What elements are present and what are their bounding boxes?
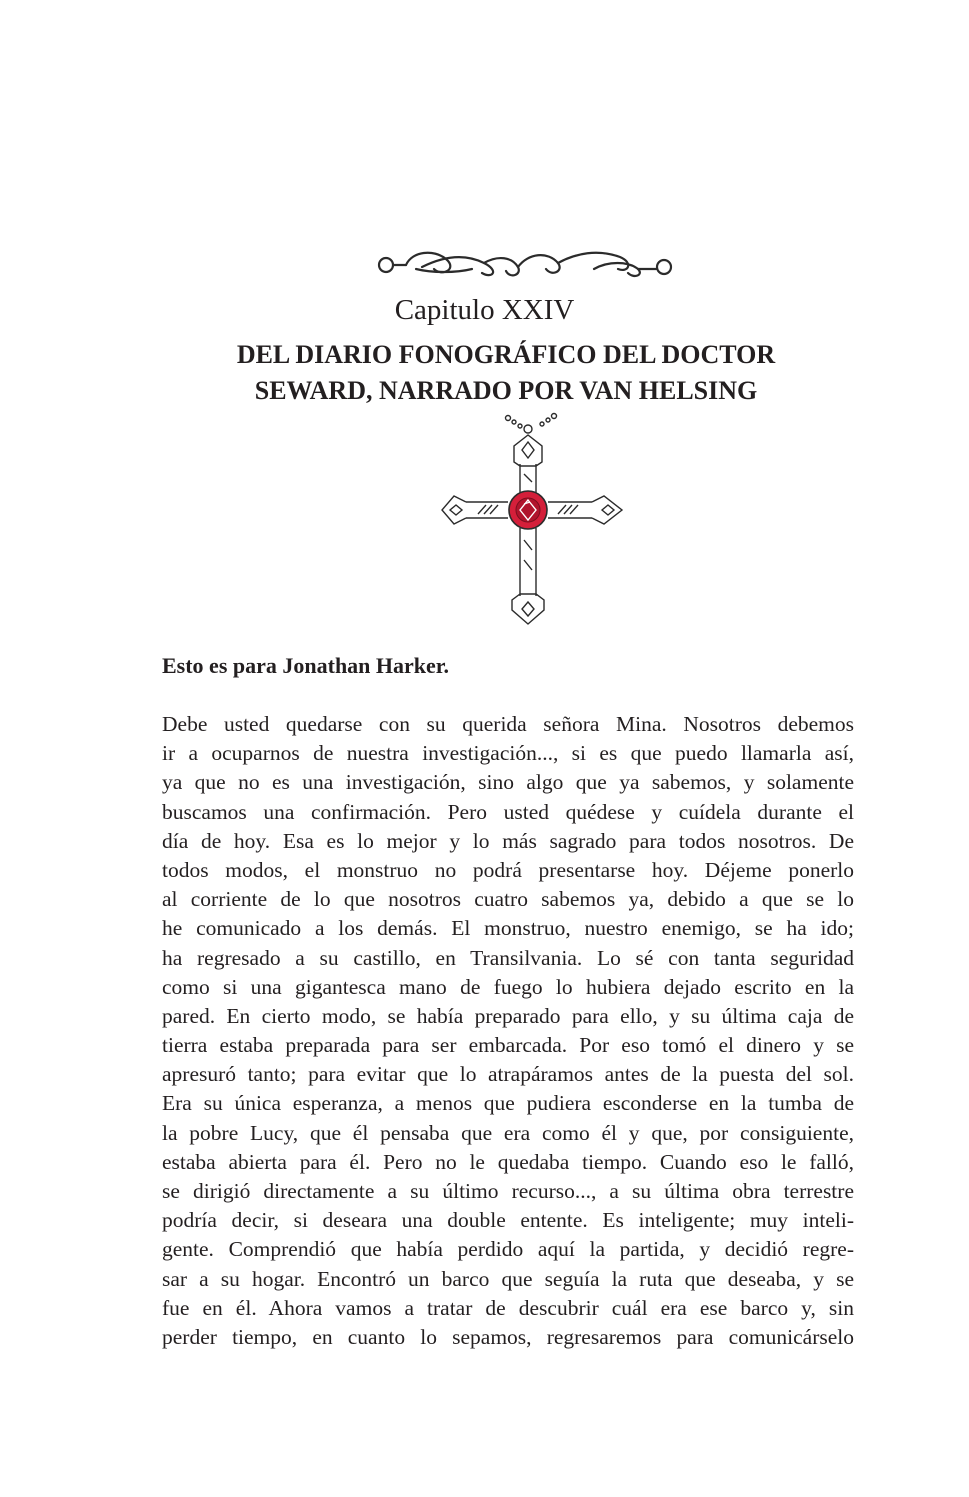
body-line: fue en él. Ahora vamos a tratar de descubrir cuál era ese barco y, sin [162, 1295, 854, 1320]
body-line: he comunicado a los demás. El monstruo, nuestro enemigo, se ha ido; [162, 916, 854, 941]
body-line: tierra estaba preparada para ser embarcada. Por eso tomó el dinero y se [162, 1033, 854, 1058]
body-line: al corriente de lo que nosotros cuatro sabemos ya, debido a que se lo [162, 887, 854, 912]
body-line: pared. En cierto modo, se había preparado para ello, y su última caja de [162, 1003, 854, 1028]
body-line: ha regresado a su castillo, en Transilvania. Lo sé con tanta seguridad [162, 945, 854, 970]
body-line: perder tiempo, en cuanto lo sepamos, regresaremos para comunicárselo [162, 1324, 854, 1349]
body-line: día de hoy. Esa es lo mejor y lo más sagrado para todos nosotros. De [162, 828, 854, 853]
body-line: Era su única esperanza, a menos que pudiera esconderse en la tumba de [162, 1091, 854, 1116]
body-line: podría decir, si deseara una double entente. Es inteligente; muy inteli- [162, 1208, 854, 1233]
body-line: la pobre Lucy, que él pensaba que era como él y que, por consiguiente, [162, 1120, 854, 1145]
body-line: Debe usted quedarse con su querida señora Mina. Nosotros debemos [162, 712, 854, 736]
body-text [162, 710, 854, 1352]
ornament-flourish [372, 243, 684, 283]
body-line: ir a ocuparnos de nuestra investigación..., si es que puedo llamarla así, [162, 741, 854, 766]
body-line: como si una gigantesca mano de fuego lo hubiera dejado escrito en la [162, 974, 854, 999]
chapter-title-line-2: SEWARD, NARRADO POR VAN HELSING [254, 376, 758, 405]
salutation: Esto es para Jonathan Harker. [162, 653, 450, 678]
chapter-title-line-1: DEL DIARIO FONOGRÁFICO DEL DOCTOR [236, 340, 776, 369]
body-line: estaba abierta para él. Pero no le quedaba tiempo. Cuando eso le falló, [162, 1149, 854, 1174]
body-line: todos modos, el monstruo no podrá presentarse hoy. Déjeme ponerlo [162, 857, 854, 882]
chapter-title [140, 337, 872, 409]
body-line: buscamos una confirmación. Pero usted quédese y cuídela durante el [162, 799, 854, 824]
body-line: gente. Comprendió que había perdido aquí la partida, y decidió regre- [162, 1237, 854, 1262]
body-line: apresuró tanto; para evitar que lo atrapáramos antes de la puesta del sol. [162, 1062, 854, 1087]
chapter-number: Capitulo XXIV [394, 294, 575, 326]
body-line: sar a su hogar. Encontró un barco que seguía la ruta que deseaba, y se [162, 1266, 854, 1291]
body-line: se dirigió directamente a su último recurso..., a su última obra terrestre [162, 1179, 854, 1203]
body-line: ya que no es una investigación, sino algo que ya sabemos, y solamente [162, 770, 854, 795]
cross-pendant-illustration [434, 410, 630, 632]
